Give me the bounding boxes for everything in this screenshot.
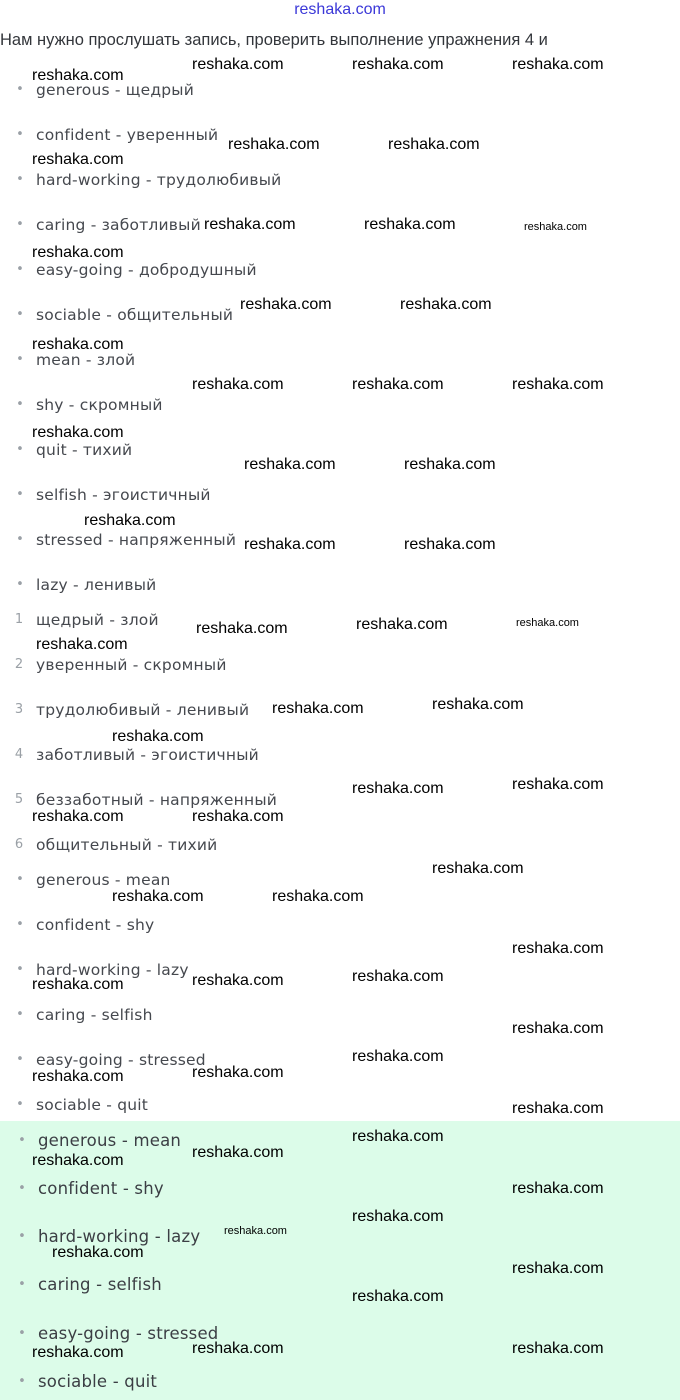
- watermark-text: reshaka.com: [192, 972, 284, 989]
- watermark-text: reshaka.com: [512, 1020, 604, 1037]
- list-item-text: уверенный - скромный: [36, 656, 227, 674]
- watermark-text: reshaka.com: [356, 616, 448, 633]
- list-item-text: беззаботный - напряженный: [36, 791, 278, 809]
- list-item-text: confident - shy: [36, 916, 155, 934]
- bullet-icon: •: [16, 962, 24, 977]
- bullet-icon: •: [16, 352, 24, 367]
- watermark-text: reshaka.com: [352, 780, 444, 797]
- item-number: 3: [14, 702, 24, 717]
- bullet-icon: •: [18, 1277, 26, 1292]
- watermark-text: reshaka.com: [192, 376, 284, 393]
- watermark-text: reshaka.com: [192, 1144, 284, 1161]
- watermark-text: reshaka.com: [244, 536, 336, 553]
- bullet-icon: •: [16, 487, 24, 502]
- watermark-text: reshaka.com: [196, 620, 288, 637]
- bullet-icon: •: [16, 917, 24, 932]
- watermark-text: reshaka.com: [192, 1340, 284, 1357]
- watermark-text: reshaka.com: [524, 221, 587, 233]
- bullet-icon: •: [16, 262, 24, 277]
- watermark-text: reshaka.com: [400, 296, 492, 313]
- watermark-text: reshaka.com: [84, 512, 176, 529]
- watermark-text: reshaka.com: [52, 1244, 144, 1261]
- list-item-text: generous - щедрый: [36, 81, 194, 99]
- watermark-text: reshaka.com: [352, 1048, 444, 1065]
- item-number: 5: [14, 792, 24, 807]
- watermark-text: reshaka.com: [512, 1340, 604, 1357]
- answer-item-text: confident - shy: [38, 1179, 164, 1198]
- bullet-icon: •: [16, 532, 24, 547]
- list-item-text: щедрый - злой: [36, 611, 159, 629]
- list-item-text: selfish - эгоистичный: [36, 486, 211, 504]
- watermark-text: reshaka.com: [112, 888, 204, 905]
- watermark-text: reshaka.com: [388, 136, 480, 153]
- bullet-icon: •: [16, 307, 24, 322]
- watermark-text: reshaka.com: [352, 376, 444, 393]
- bullet-icon: •: [16, 217, 24, 232]
- watermark-text: reshaka.com: [32, 808, 124, 825]
- list-item-text: easy-going - добродушный: [36, 261, 257, 279]
- list-item-text: easy-going - stressed: [36, 1051, 206, 1069]
- list-item-text: quit - тихий: [36, 441, 133, 459]
- watermark-text: reshaka.com: [352, 968, 444, 985]
- watermark-text: reshaka.com: [516, 617, 579, 629]
- watermark-text: reshaka.com: [192, 1064, 284, 1081]
- bullet-icon: •: [16, 127, 24, 142]
- watermark-text: reshaka.com: [32, 151, 124, 168]
- list-item-text: трудолюбивый - ленивый: [36, 701, 250, 719]
- item-number: 2: [14, 657, 24, 672]
- watermark-text: reshaka.com: [512, 940, 604, 957]
- item-number: 6: [14, 837, 24, 852]
- watermark-text: reshaka.com: [224, 1225, 287, 1237]
- watermark-text: reshaka.com: [240, 296, 332, 313]
- watermark-text: reshaka.com: [32, 336, 124, 353]
- bullet-icon: •: [16, 442, 24, 457]
- watermark-text: reshaka.com: [32, 244, 124, 261]
- watermark-text: reshaka.com: [32, 1152, 124, 1169]
- list-item-text: caring - selfish: [36, 1006, 153, 1024]
- watermark-text: reshaka.com: [272, 700, 364, 717]
- bullet-icon: •: [16, 1007, 24, 1022]
- item-number: 1: [14, 612, 24, 627]
- bullet-icon: •: [18, 1181, 26, 1196]
- bullet-icon: •: [18, 1229, 26, 1244]
- bullet-icon: •: [18, 1133, 26, 1148]
- watermark-text: reshaka.com: [404, 456, 496, 473]
- watermark-text: reshaka.com: [192, 56, 284, 73]
- watermark-text: reshaka.com: [32, 1344, 124, 1361]
- bullet-icon: •: [16, 1097, 24, 1112]
- bullet-icon: •: [16, 82, 24, 97]
- bullet-icon: •: [18, 1326, 26, 1341]
- list-item-text: caring - заботливый: [36, 216, 201, 234]
- list-item-text: shy - скромный: [36, 396, 163, 414]
- answer-item-text: easy-going - stressed: [38, 1324, 219, 1343]
- bullet-icon: •: [18, 1374, 26, 1389]
- answer-item-text: hard-working - lazy: [38, 1227, 201, 1246]
- watermark-text: reshaka.com: [512, 376, 604, 393]
- watermark-text: reshaka.com: [32, 976, 124, 993]
- watermark-text: reshaka.com: [32, 67, 124, 84]
- watermark-text: reshaka.com: [512, 776, 604, 793]
- answer-item-text: sociable - quit: [38, 1372, 158, 1391]
- answer-item-text: generous - mean: [38, 1131, 182, 1150]
- watermark-text: reshaka.com: [352, 1208, 444, 1225]
- bullet-icon: •: [16, 1052, 24, 1067]
- watermark-text: reshaka.com: [512, 1100, 604, 1117]
- watermark-text: reshaka.com: [512, 1180, 604, 1197]
- watermark-text: reshaka.com: [32, 1068, 124, 1085]
- watermark-text: reshaka.com: [32, 424, 124, 441]
- list-item-text: lazy - ленивый: [36, 576, 157, 594]
- watermark-text: reshaka.com: [272, 888, 364, 905]
- watermark-text: reshaka.com: [352, 1128, 444, 1145]
- watermark-text: reshaka.com: [244, 456, 336, 473]
- watermark-text: reshaka.com: [204, 216, 296, 233]
- watermark-text: reshaka.com: [228, 136, 320, 153]
- watermark-text: reshaka.com: [512, 56, 604, 73]
- bullet-icon: •: [16, 397, 24, 412]
- watermark-text: reshaka.com: [432, 696, 524, 713]
- list-item-text: stressed - напряженный: [36, 531, 237, 549]
- list-item-text: заботливый - эгоистичный: [36, 746, 259, 764]
- watermark-text: reshaka.com: [432, 860, 524, 877]
- list-item-text: mean - злой: [36, 351, 136, 369]
- watermark-text: reshaka.com: [192, 808, 284, 825]
- list-item-text: hard-working - lazy: [36, 961, 189, 979]
- list-item-text: sociable - quit: [36, 1096, 149, 1114]
- watermark-text: reshaka.com: [112, 728, 204, 745]
- intro-text: Нам нужно прослушать запись, проверить выполнение упражнения 4 и: [0, 31, 548, 49]
- site-logo[interactable]: reshaka.com: [294, 1, 386, 18]
- watermark-text: reshaka.com: [352, 56, 444, 73]
- list-item-text: sociable - общительный: [36, 306, 234, 324]
- list-item-text: generous - mean: [36, 871, 171, 889]
- answer-item-text: caring - selfish: [38, 1275, 162, 1294]
- list-item-text: hard-working - трудолюбивый: [36, 171, 282, 189]
- watermark-text: reshaka.com: [404, 536, 496, 553]
- list-item-text: общительный - тихий: [36, 836, 218, 854]
- watermark-text: reshaka.com: [512, 1260, 604, 1277]
- bullet-icon: •: [16, 872, 24, 887]
- bullet-icon: •: [16, 577, 24, 592]
- watermark-text: reshaka.com: [364, 216, 456, 233]
- watermark-text: reshaka.com: [36, 636, 128, 653]
- watermark-text: reshaka.com: [352, 1288, 444, 1305]
- bullet-icon: •: [16, 172, 24, 187]
- list-item-text: confident - уверенный: [36, 126, 219, 144]
- item-number: 4: [14, 747, 24, 762]
